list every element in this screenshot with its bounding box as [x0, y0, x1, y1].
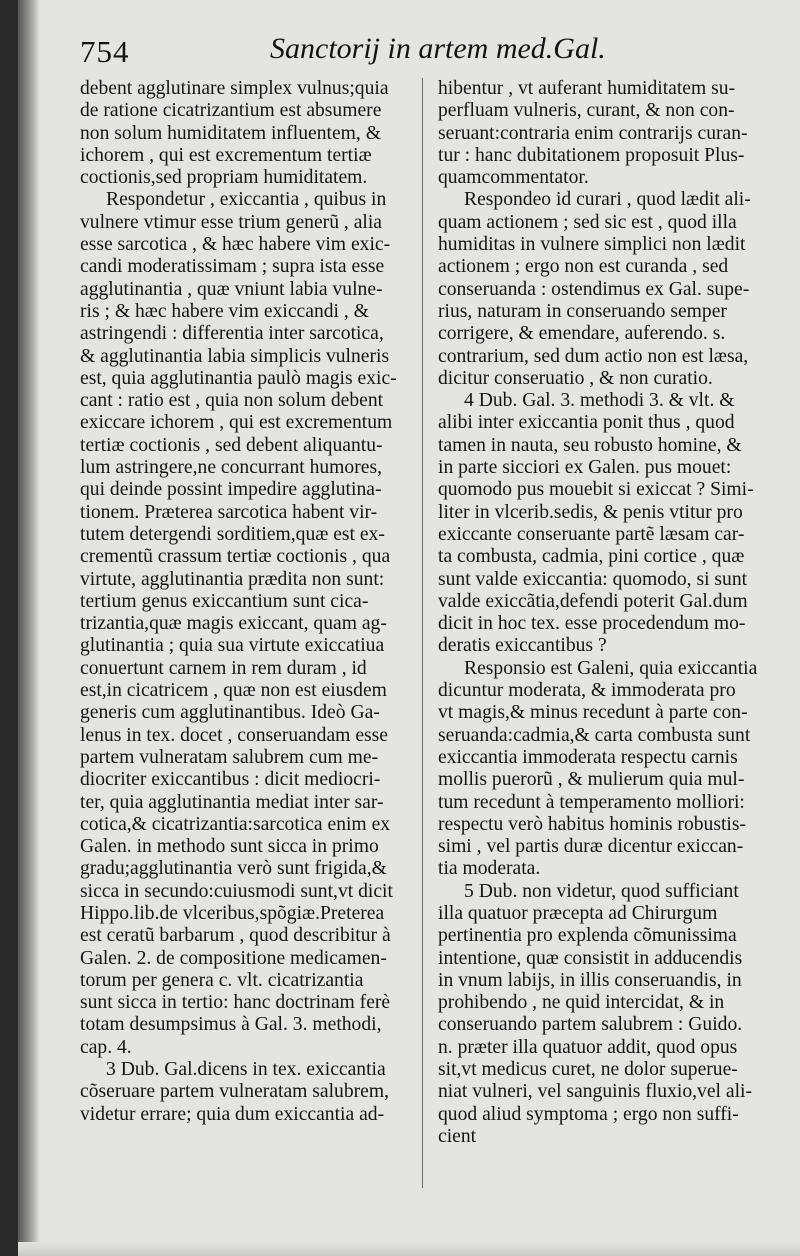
page-bottom-edge — [18, 1242, 800, 1256]
text-line: valde exiccãtia,defendi poterit Gal.dum — [438, 590, 748, 612]
text-line: non solum humiditatem influentem, & — [80, 122, 381, 144]
text-line: agglutinantia , quæ vniunt labia vulne- — [80, 278, 383, 300]
text-line: alibi inter exiccantia ponit thus , quod — [438, 412, 735, 434]
text-line: cotica,& cicatrizantia:sarcotica enim ex — [80, 813, 391, 835]
text-line: esse sarcotica , & hæc habere vim exic- — [80, 234, 391, 256]
text-line: vt magis,& minus recedunt à parte con- — [438, 702, 748, 724]
text-line: Galen. 2. de compositione medicamen- — [80, 947, 387, 969]
text-line: candi moderatissimam ; supra ista esse — [80, 256, 385, 278]
text-line: dicitur conseruatio , & non curatio. — [438, 367, 713, 389]
text-line: illa quatuor præcepta ad Chirurgum — [438, 902, 718, 924]
text-line: generis cum agglutinantibus. Ideò Ga- — [80, 702, 380, 724]
text-line: tur : hanc dubitationem proposuit Plus- — [438, 144, 745, 166]
text-line: sit,vt medicus curet, ne dolor superue- — [438, 1059, 738, 1081]
text-line: rius, naturam in conseruando semper — [438, 300, 727, 322]
text-line: quod aliud symptoma ; ergo non suffi- — [438, 1103, 739, 1125]
text-line: crementũ crassum tertiæ coctionis , qua — [80, 546, 391, 568]
text-line: gradu;agglutinantia verò sunt frigida,& — [80, 858, 387, 880]
text-line: niat vulneri, vel sanguinis fluxio,vel ali- — [438, 1081, 752, 1103]
text-line: exiccante conseruante partẽ læsam car- — [438, 523, 745, 545]
text-line: humiditas in vulnere simplici non lædit — [438, 234, 746, 256]
text-line: quomodo pus mouebit si exiccat ? Simi- — [438, 479, 754, 501]
text-line: conuertunt carnem in rem duram , id — [80, 657, 367, 679]
text-line: tertium genus exiccantium sunt cica- — [80, 590, 369, 612]
text-line: & agglutinantia labia simplicis vulneris — [80, 345, 390, 367]
text-line: tamen in nauta, seu robusto homine, & — [438, 434, 742, 456]
text-line: sunt sicca in tertio: hanc doctrinam ferè — [80, 992, 391, 1014]
text-line: n. præter illa quatuor addit, quod opus — [438, 1036, 738, 1058]
text-line: est, quia agglutinantia paulò magis exic- — [80, 367, 397, 389]
text-line: corrigere, & emendare, auferendo. s. — [438, 323, 726, 345]
text-line: lum astringere,ne concurrant humores, — [80, 457, 382, 479]
text-line: exiccantia immoderata respectu carnis — [438, 746, 738, 768]
page-number: 754 — [80, 34, 130, 69]
page-header — [80, 30, 780, 80]
text-line: conseruanda : ostendimus ex Gal. supe- — [438, 278, 750, 300]
text-line: Hippo.lib.de vlceribus,spõgiæ.Preterea — [80, 902, 385, 924]
text-line: seruant:contraria enim contrarijs curan- — [438, 122, 748, 144]
text-line: ter, quia agglutinantia mediat inter sar- — [80, 791, 384, 813]
text-line: diocriter exiccantibus : dicit mediocri- — [80, 769, 381, 791]
text-line: quamcommentator. — [438, 167, 589, 189]
column-divider — [422, 78, 423, 1188]
left-column — [80, 78, 410, 1126]
text-line: tionem. Præterea sarcotica habent vir- — [80, 501, 378, 523]
text-line: in parte sicciori ex Galen. pus mouet: — [438, 457, 732, 479]
text-line: ichorem , qui est excrementum tertiæ — [80, 144, 372, 166]
text-line: 4 Dub. Gal. 3. methodi 3. & vlt. & — [464, 390, 735, 412]
text-line: cõseruare partem vulneratam salubrem, — [80, 1081, 390, 1103]
text-line: partem vulneratam salubrem cum me- — [80, 746, 379, 768]
text-line: Respondeo id curari , quod lædit ali- — [464, 189, 751, 211]
gutter-shadow — [18, 0, 40, 1256]
text-line: tutem detergendi sorditiem,quæ est ex- — [80, 523, 385, 545]
text-line: dicit in hoc tex. esse procedendum mo- — [438, 613, 746, 635]
text-line: simi , vel partis duræ dicentur exiccan- — [438, 836, 744, 858]
text-line: videtur errare; quia dum exiccantia ad- — [80, 1103, 385, 1125]
text-line: vulnere vtimur esse trium generũ , alia — [80, 211, 382, 233]
text-line: glutinantia ; quia sua virtute exiccatiua — [80, 635, 385, 657]
text-line: Responsio est Galeni, quia exiccantia — [464, 657, 758, 679]
text-line: est,in cicatricem , quæ non est eiusdem — [80, 680, 387, 702]
text-line: tum recedunt à temperamento molliori: — [438, 791, 745, 813]
text-line: quam actionem ; sed sic est , quod illa — [438, 211, 737, 233]
text-line: coctionis,sed propriam humiditatem. — [80, 167, 368, 189]
text-line: de ratione cicatrizantium est absumere — [80, 100, 382, 122]
text-line: mollis puerorũ , & mulierum quia mul- — [438, 769, 745, 791]
book-page — [18, 0, 800, 1256]
text-line: 3 Dub. Gal.dicens in tex. exiccantia — [106, 1059, 386, 1081]
text-line: trizantia,quæ magis exiccant, quam ag- — [80, 613, 387, 635]
text-line: tertiæ coctionis , sed debent aliquantu- — [80, 434, 383, 456]
text-line: 5 Dub. non videtur, quod sufficiant — [464, 880, 739, 902]
text-line: sunt valde exiccantia: quomodo, si sunt — [438, 568, 748, 590]
text-line: cient — [438, 1125, 477, 1147]
text-line: exiccare ichorem , qui est excrementum — [80, 412, 393, 434]
text-line: actionem ; ergo non est curanda , sed — [438, 256, 729, 278]
text-line: totam desumpsimus à Gal. 3. methodi, — [80, 1014, 382, 1036]
text-line: torum per genera c. vlt. cicatrizantia — [80, 969, 364, 991]
text-line: prohibendo , ne quid intercidat, & in — [438, 992, 725, 1014]
running-title: Sanctorij in artem med.Gal. — [270, 32, 606, 65]
text-line: liter in vlcerib.sedis, & penis vtitur pro — [438, 501, 743, 523]
text-line: debent agglutinare simplex vulnus;quia — [80, 78, 389, 99]
text-line: hibentur , vt auferant humiditatem su- — [438, 78, 736, 99]
text-line: est ceratũ barbarum , quod describitur à — [80, 925, 391, 947]
text-line: Respondetur , exiccantia , quibus in — [106, 189, 387, 211]
text-line: conseruando partem salubrem : Guido. — [438, 1014, 743, 1036]
text-line: tia moderata. — [438, 858, 541, 880]
right-column — [438, 78, 776, 1148]
text-line: respectu verò habitus hominis robustis- — [438, 813, 747, 835]
text-line: ris ; & hæc habere vim exiccandi , & — [80, 300, 369, 322]
text-line: ta combusta, cadmia, pini cortice , quæ — [438, 546, 745, 568]
text-line: qui deinde possint impedire agglutina- — [80, 479, 382, 501]
text-line: astringendi : differentia inter sarcotica, — [80, 323, 384, 345]
text-line: cap. 4. — [80, 1036, 132, 1058]
text-line: sicca in secundo:cuiusmodi sunt,vt dicit — [80, 880, 393, 902]
text-line: perfluam vulneris, curant, & non con- — [438, 100, 735, 122]
text-line: cant : ratio est , quia non solum debent — [80, 390, 384, 412]
text-line: in vnum labijs, in illis conseruandis, in — [438, 969, 742, 991]
text-line: lenus in tex. docet , conseruandam esse — [80, 724, 388, 746]
text-line: contrarium, sed dum actio non est læsa, — [438, 345, 749, 367]
text-line: Galen. in methodo sunt sicca in primo — [80, 836, 379, 858]
text-line: virtute, agglutinantia prædita non sunt: — [80, 568, 385, 590]
text-line: seruanda:cadmia,& carta combusta sunt — [438, 724, 751, 746]
text-line: dicuntur moderata, & immoderata pro — [438, 680, 736, 702]
text-line: pertinentia pro explenda cõmunissima — [438, 925, 737, 947]
text-line: deratis exiccantibus ? — [438, 635, 607, 657]
text-line: intentione, quæ consistit in adducendis — [438, 947, 743, 969]
